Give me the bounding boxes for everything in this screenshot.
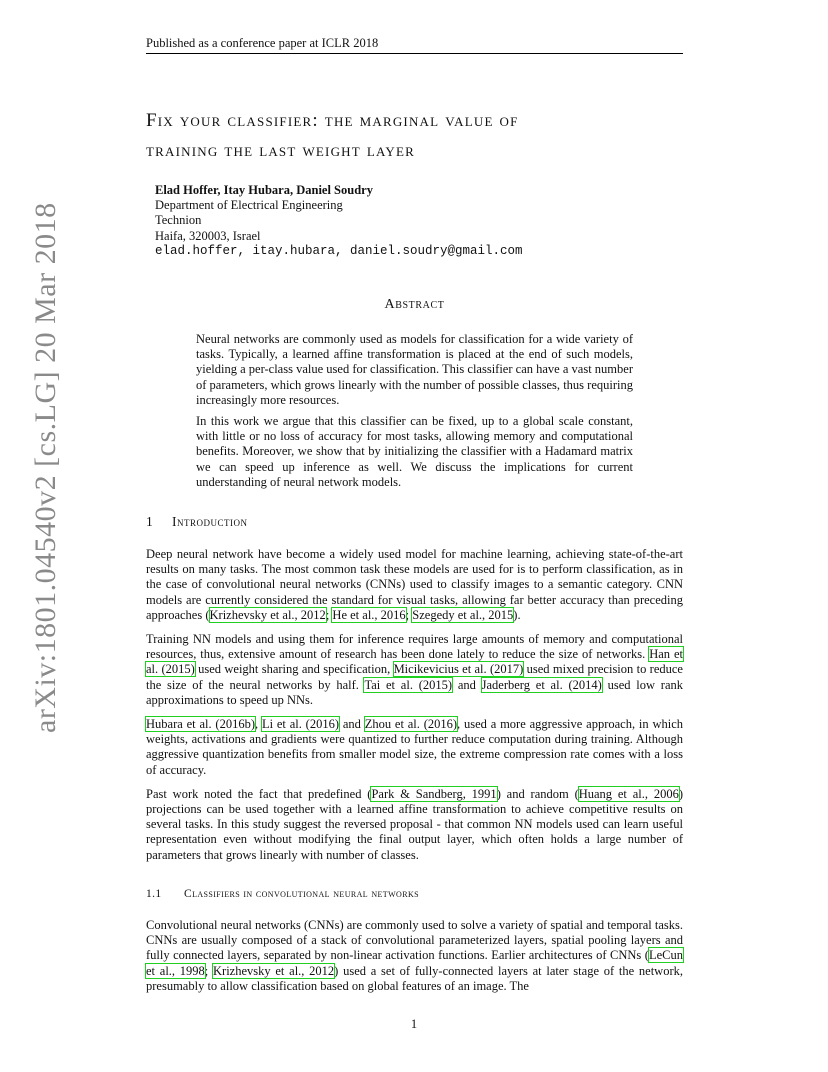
section-number: 1 [146,514,154,529]
citation-link[interactable]: Szegedy et al., 2015 [412,607,514,622]
paragraph-text: , [254,717,262,732]
introduction-body [146,547,683,872]
paragraph [146,547,683,623]
paper-title [146,106,706,166]
paragraph [146,632,683,708]
paragraph-text: Past work noted the fact that predefined ( [146,786,372,801]
abstract-body [196,332,633,496]
paragraph-text: Convolutional neural networks (CNNs) are commonly used to solve a variety of spatial and temporal tasks. CNNs are usually composed of a stack of convolutional parameterized layers, spatial pooling layers and fully connected layers, separated by non-linear activation functions. Earlier architectures of CNNs ( [146,918,683,963]
subsection-body [146,918,683,994]
citation-link[interactable]: Huang et al., 2006 [578,786,679,801]
arxiv-identifier: arXiv:1801.04540v2 [cs.LG] 20 Mar 2018 [29,202,62,733]
citation-link[interactable]: Krizhevsky et al., 2012 [209,607,326,622]
paragraph-text: used mixed precision to reduce the size of the neural networks by half. [146,662,683,692]
paragraph-text: and [339,717,365,732]
page-number: 1 [410,1017,418,1031]
paragraph-text: Training NN models and using them for inference requires large amounts of memory and computational resources, thus, extensive amount of research has been done lately to reduce the size of networks. [146,632,683,662]
header-rule [146,53,683,54]
author-email: elad.hoffer, itay.hubara, daniel.soudry@gmail.com [155,243,523,258]
abstract-paragraph: Neural networks are commonly used as models for classification for a wide variety of tasks. Typically, a learned affine transformation is placed at the end of such models, yielding a per-class value used for classification. This classifier can have a vast number of parameters, which grows linearly with the number of possible classes, thus requiring increasingly more resources. [196,332,633,407]
paragraph-text: Deep neural network have become a widely used model for machine learning, achieving state-of-the-art results on many tasks. The most common task these models are used for is to perform classification, as in the case of convolutional neural networks (CNNs) used to classify images to a semantic category. CNN models are currently considered the standard for visual tasks, allowing far better accuracy than preceding approaches ( [146,547,683,622]
section-heading [146,514,248,530]
citation-link[interactable]: Li et al. (2016) [261,717,339,732]
paragraph-text: , used a more aggressive approach, in which weights, activations and gradients were quantized to further reduce computation during training. Although aggressive quantization benefits from smaller model size, the extreme compression rate comes with a loss of accuracy. [146,717,683,777]
citation-link[interactable]: He et al., 2016 [332,607,406,622]
paragraph-text: ) used a set of fully-connected layers at later stage of the network, presumably to allow classification based on global features of an image. The [146,963,683,993]
paragraph [146,787,683,863]
paragraph-text: ). [513,607,521,622]
paragraph-text: ; [405,607,413,622]
paragraph-text: ) and random ( [496,786,579,801]
paragraph-text: ; [204,963,214,978]
section-title: Introduction [172,514,248,529]
citation-link[interactable]: LeCun et al., 1998 [146,948,683,978]
citation-link[interactable]: Krizhevsky et al., 2012 [213,963,335,978]
paragraph-text: used weight sharing and specification, [194,662,394,677]
title-line-1: Fix your classifier: the marginal value of [146,110,519,131]
citation-link[interactable]: Tai et al. (2015) [364,677,453,692]
paragraph-text: used low rank approximations to speed up NNs. [146,677,683,707]
running-header: Published as a conference paper at ICLR 2018 [146,36,379,50]
paragraph-text: and [452,677,482,692]
citation-link[interactable]: Jaderberg et al. (2014) [481,677,602,692]
citation-link[interactable]: Zhou et al. (2016) [364,717,458,732]
author-address: Haifa, 320003, Israel [155,228,261,243]
citation-link[interactable]: Hubara et al. (2016b) [146,717,255,732]
citation-link[interactable]: Micikevicius et al. (2017) [393,662,524,677]
author-department: Department of Electrical Engineering [155,198,343,213]
subsection-title: Classifiers in convolutional neural networks [184,888,419,900]
title-line-2: training the last weight layer [146,140,415,161]
abstract-heading: Abstract [384,297,445,312]
subsection-heading [146,888,419,900]
abstract-paragraph: In this work we argue that this classifier can be fixed, up to a global scale constant, with little or no loss of accuracy for most tasks, allowing memory and computational benefits. Moreover, we show that by initializing the classifier with a Hadamard matrix we can speed up inference as well. We discuss the implications for current understanding of neural network models. [196,414,633,489]
author-block [155,183,523,259]
paragraph [146,717,683,778]
citation-link[interactable]: Han et al. (2015) [146,647,683,677]
subsection-number: 1.1 [146,888,162,900]
paragraph-text: ; [325,607,333,622]
author-names: Elad Hoffer, Itay Hubara, Daniel Soudry [155,183,373,197]
author-institution: Technion [155,213,202,228]
citation-link[interactable]: Park & Sandberg, 1991 [371,786,497,801]
paragraph-text: ) projections can be used together with a learned affine transformation to achieve competitive results on several tasks. In this study suggest the reversed proposal - that common NN models used can learn useful representation even without modifying the final output layer, which often holds a large number of parameters that grows linearly with number of classes. [146,786,684,862]
